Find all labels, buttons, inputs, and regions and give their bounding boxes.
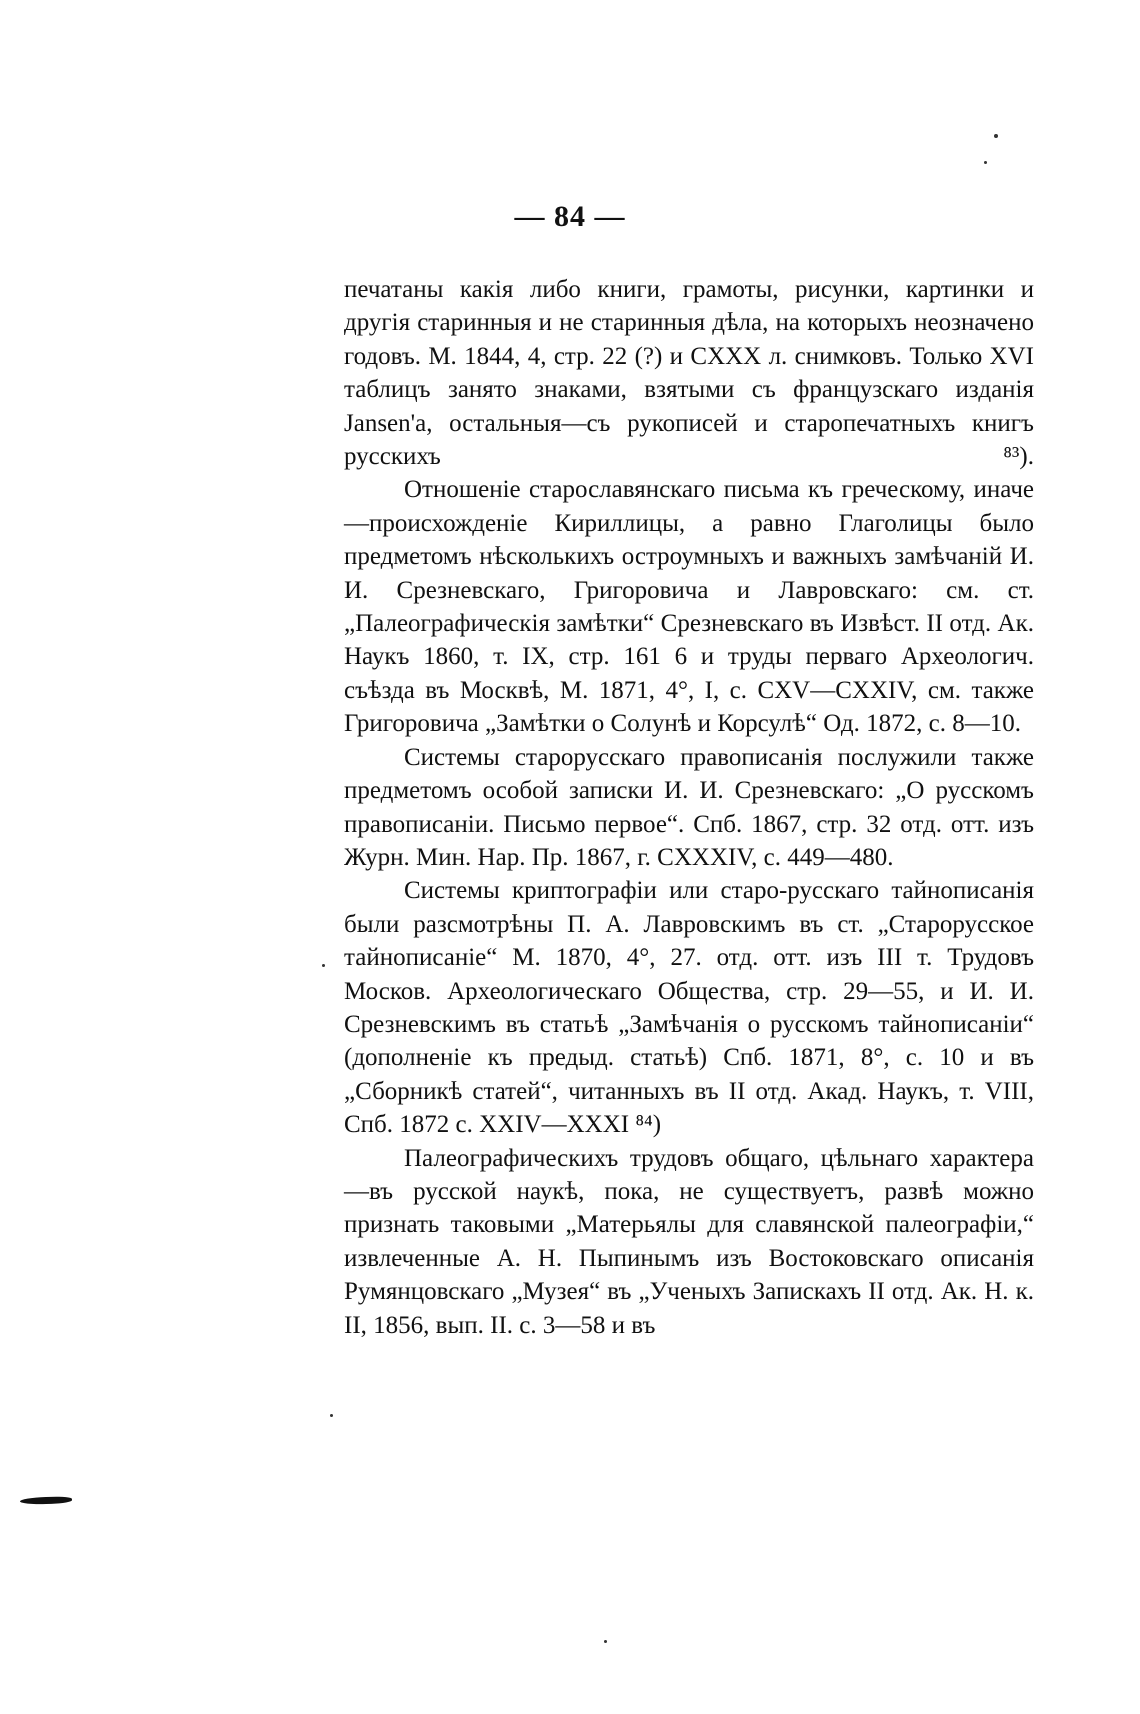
scan-speck bbox=[604, 1640, 607, 1643]
paragraph-4: Системы криптографіи или старо-русскаго тайнописанія были разсмотрѣны П. А. Лавровскимъ въ ст. „Старорусское тайнописаніе“ М. 1870, 4°, 27. отд. отт. изъ III т. Трудовъ Москов. Археологическаго Общества, стр. 29—55, и И. И. Срезневскимъ въ статьѣ „Замѣчанія о русскомъ тайнописаніи“ (дополненіе къ предыд. статьѣ) Спб. 1871, 8°, с. 10 и въ „Сборникѣ статей“, читанныхъ въ II отд. Акад. Наукъ, т. VIII, Спб. 1872 с. XXIV—XXXI ⁸⁴) bbox=[344, 877, 1034, 1139]
paragraph-1: печатаны какія либо книги, грамоты, рисунки, картинки и другія старинныя и не старинныя дѣла, на которыхъ неозначено годовъ. М. 1844, 4, стр. 22 (?) и CXXX л. снимковъ. Только XVI таблицъ занято знаками, взятыми съ французскаго изданія Jansen'a, остальныя—съ рукописей и старопечатныхъ книгъ русскихъ ⁸³). bbox=[344, 276, 1034, 471]
paragraph-5: Палеографическихъ трудовъ общаго, цѣльнаго характера—въ русской наукѣ, пока, не существуетъ, развѣ можно признать таковыми „Матерьялы для славянской палеографіи,“ извлеченные А. Н. Пыпинымъ изъ Востоковскаго описанія Румянцовскаго „Музея“ въ „Ученыхъ Запискахъ II отд. Ак. Н. к. II, 1856, вып. II. с. 3—58 и въ bbox=[344, 1144, 1034, 1339]
page-number: — 84 — bbox=[514, 200, 626, 233]
scan-edge-mark bbox=[20, 1496, 72, 1505]
scan-speck bbox=[322, 964, 325, 967]
paragraph-3: Системы старорусскаго правописанія послужили также предметомъ особой записки И. И. Срезневскаго: „О русскомъ правописаніи. Письмо первое“. Спб. 1867, стр. 32 отд. отт. изъ Журн. Мин. Нар. Пр. 1867, г. CXXXIV, с. 449—480. bbox=[344, 743, 1034, 871]
scan-speck bbox=[330, 1414, 333, 1417]
scan-speck bbox=[994, 134, 998, 138]
paragraph-2: Отношеніе старославянскаго письма къ греческому, иначе—происхожденіе Кириллицы, а равно Глаголицы было предметомъ нѣсколькихъ остроумныхъ и важныхъ замѣчаній И. И. Срезневскаго, Григоровича и Лавровскаго: см. ст. „Палеографическія замѣтки“ Срезневскаго въ Извѣст. II отд. Ак. Наукъ 1860, т. IX, стр. 161 6 и труды перваго Археологич. съѣзда въ Москвѣ, М. 1871, 4°, I, с. CXV—CXXIV, см. также Григоровича „Замѣтки о Солунѣ и Корсулѣ“ Од. 1872, с. 8—10. bbox=[344, 476, 1034, 738]
body-text bbox=[344, 273, 1034, 1342]
scan-speck bbox=[984, 161, 987, 164]
